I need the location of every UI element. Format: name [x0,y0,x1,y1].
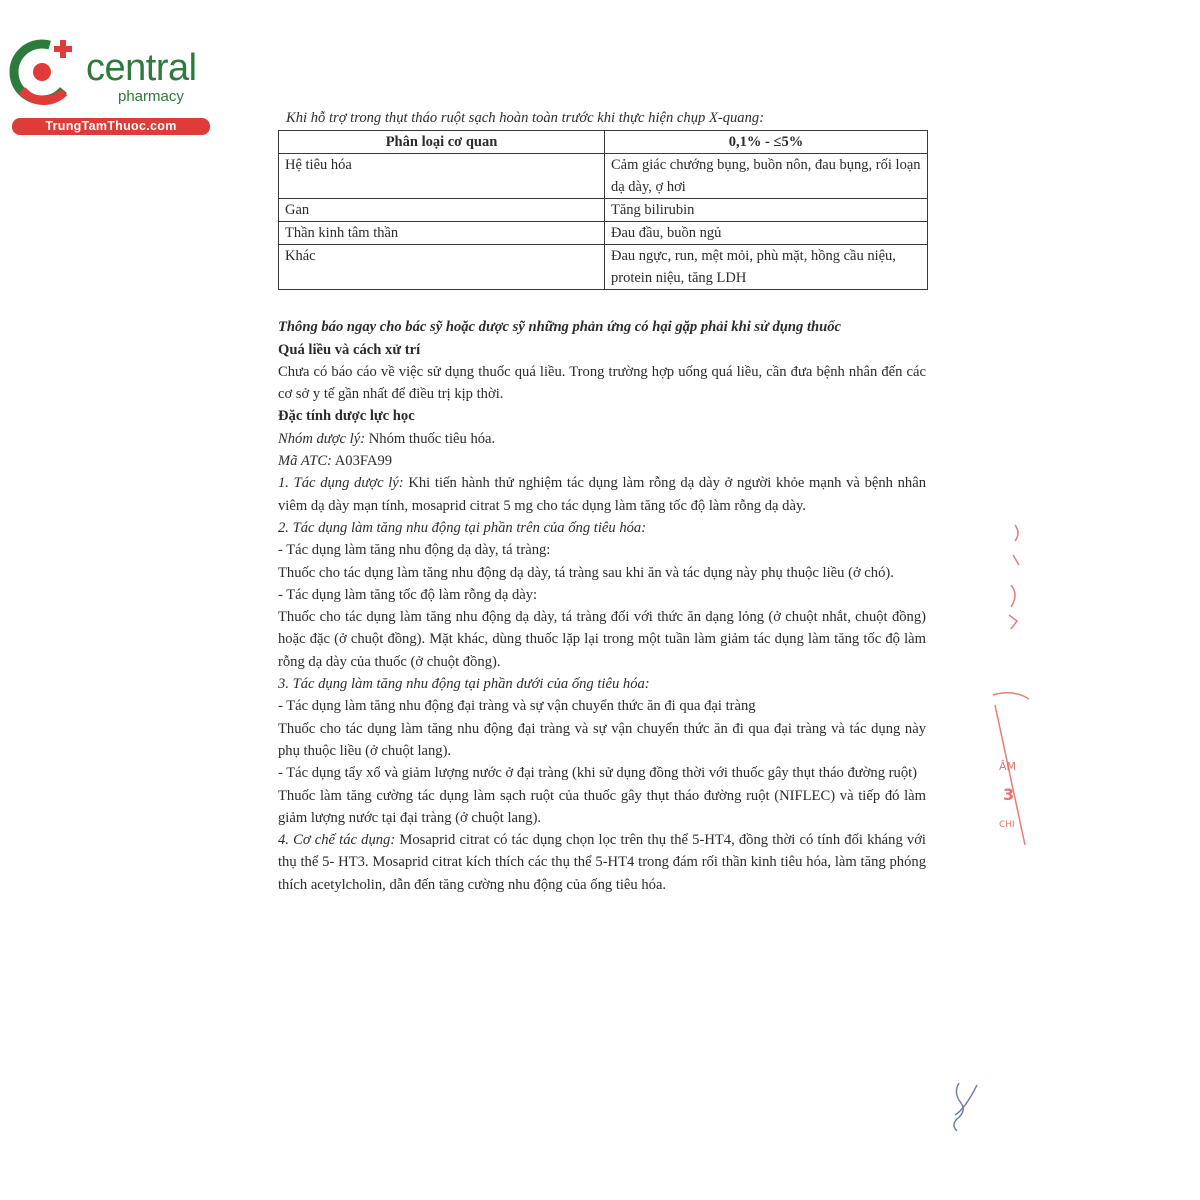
section-4-text: Mosaprid citrat có tác dụng chọn lọc trên thụ thể 5-HT4, đồng thời có tính đối kháng với thụ thể 5- HT3. Mosaprid citrat kích thích các thụ thể 5-HT4 trong đám rối thần kinh tiêu hóa, làm tăng phóng thích acetylcholin, dẫn đến tăng cường nhu động của ống tiêu hóa. [278,832,926,893]
overdose-heading: Quá liều và cách xử trí [278,341,421,358]
atc-code [278,450,926,472]
table-row [279,199,928,222]
pharmacodynamics-heading: Đặc tính dược lực học [278,408,415,425]
table-row [279,154,928,199]
section-1-text: Khi tiến hành thử nghiệm tác dụng làm rỗng dạ dày ở người khỏe mạnh và bệnh nhân viêm dạ dày mạn tính, mosaprid citrat 5 mg cho tác dụng làm tăng tốc độ làm rỗng dạ dày. [278,475,926,514]
section-4 [278,829,926,896]
section-2-text-2: Thuốc cho tác dụng làm tăng nhu động dạ dày, tá tràng đối với thức ăn dạng lỏng (ở chuột nhắt, chuột đồng) hoặc đặc (ở chuột đồng). Mặt khác, dùng thuốc lặp lại trong một tuần làm giảm tác dụng làm tăng tốc độ làm rỗng dạ dày của thuốc (ở chuột đồng). [278,609,926,670]
atc-value: A03FA99 [331,453,393,470]
section-2-text-1: Thuốc cho tác dụng làm tăng nhu động dạ dày, tá tràng sau khi ăn và tác dụng này phụ thuộc liều (ở chó). [278,564,894,581]
table-intro: Khi hỗ trợ trong thụt tháo ruột sạch hoàn toàn trước khi thực hiện chụp X-quang: [286,110,765,126]
brand-sub: pharmacy [118,88,184,105]
svg-text:CHI: CHI [999,820,1015,830]
approval-stamp-icon [985,515,1030,850]
group-value: Nhóm thuốc tiêu hóa. [365,430,496,447]
section-3-text-1: Thuốc cho tác dụng làm tăng nhu động đại tràng và sự vận chuyển thức ăn đi qua đại tràng và tác dụng này phụ thuộc liều (ở chuột lang). [278,720,926,759]
table-cell: Hệ tiêu hóa [279,154,605,199]
section-4-label: 4. Cơ chế tác dụng: [278,832,396,849]
table-cell: Tăng bilirubin [605,199,928,222]
section-1-label: 1. Tác dụng dược lý: [278,475,404,492]
group-label: Nhóm dược lý: [278,430,366,447]
pharmacologic-group [278,428,926,450]
brand-site-bar: TrungTamThuoc.com [12,118,210,135]
section-1 [278,472,926,517]
section-2-label: 2. Tác dụng làm tăng nhu động tại phần trên của ống tiêu hóa: [278,519,647,536]
table-cell: Gan [279,199,605,222]
section-3-bullet-2: - Tác dụng tẩy xổ và giảm lượng nước ở đại tràng (khi sử dụng đồng thời với thuốc gây thụt tháo đường ruột) [278,765,918,782]
signature-icon [945,1075,985,1140]
section-2-bullet-2: - Tác dụng làm tăng tốc độ làm rỗng dạ dày: [278,586,538,603]
brand-name: central [86,47,197,89]
atc-label: Mã ATC: [278,453,332,470]
section-3-bullet-1: - Tác dụng làm tăng nhu động đại tràng và sự vận chuyển thức ăn đi qua đại tràng [278,698,756,715]
table-row [279,245,928,290]
section-3-text-2: Thuốc làm tăng cường tác dụng làm sạch ruột của thuốc gây thụt tháo đường ruột (NIFLEC) và tiếp đó làm giảm lượng nước tại đại tràng (ở chuột lang). [278,787,926,826]
table-cell: Đau ngực, run, mệt mỏi, phù mặt, hồng cầu niệu, protein niệu, tăng LDH [605,245,928,290]
table-header-frequency: 0,1% - ≤5% [605,131,928,154]
notice-text: Thông báo ngay cho bác sỹ hoặc dược sỹ những phản ứng có hại gặp phải khi sử dụng thuốc [278,319,841,336]
table-cell: Khác [279,245,605,290]
table-row [279,222,928,245]
table-header-row [279,131,928,154]
document-page [278,107,926,896]
table-header-organ: Phân loại cơ quan [279,131,605,154]
svg-text:ÂM: ÂM [999,760,1017,773]
adverse-effects-table [278,130,928,290]
table-cell: Cảm giác chướng bụng, buồn nôn, đau bụng, rối loạn dạ dày, ợ hơi [605,154,928,199]
section-3-label: 3. Tác dụng làm tăng nhu động tại phần dưới của ống tiêu hóa: [278,676,650,693]
overdose-text: Chưa có báo cáo về việc sử dụng thuốc quá liều. Trong trường hợp uống quá liều, cần đưa bệnh nhân đến các cơ sở y tế gần nhất để điều trị kịp thời. [278,363,926,403]
table-cell: Đau đầu, buồn ngủ [605,222,928,245]
table-cell: Thần kinh tâm thần [279,222,605,245]
section-2-bullet-1: - Tác dụng làm tăng nhu động dạ dày, tá tràng: [278,542,551,559]
svg-text:3: 3 [1003,785,1015,804]
